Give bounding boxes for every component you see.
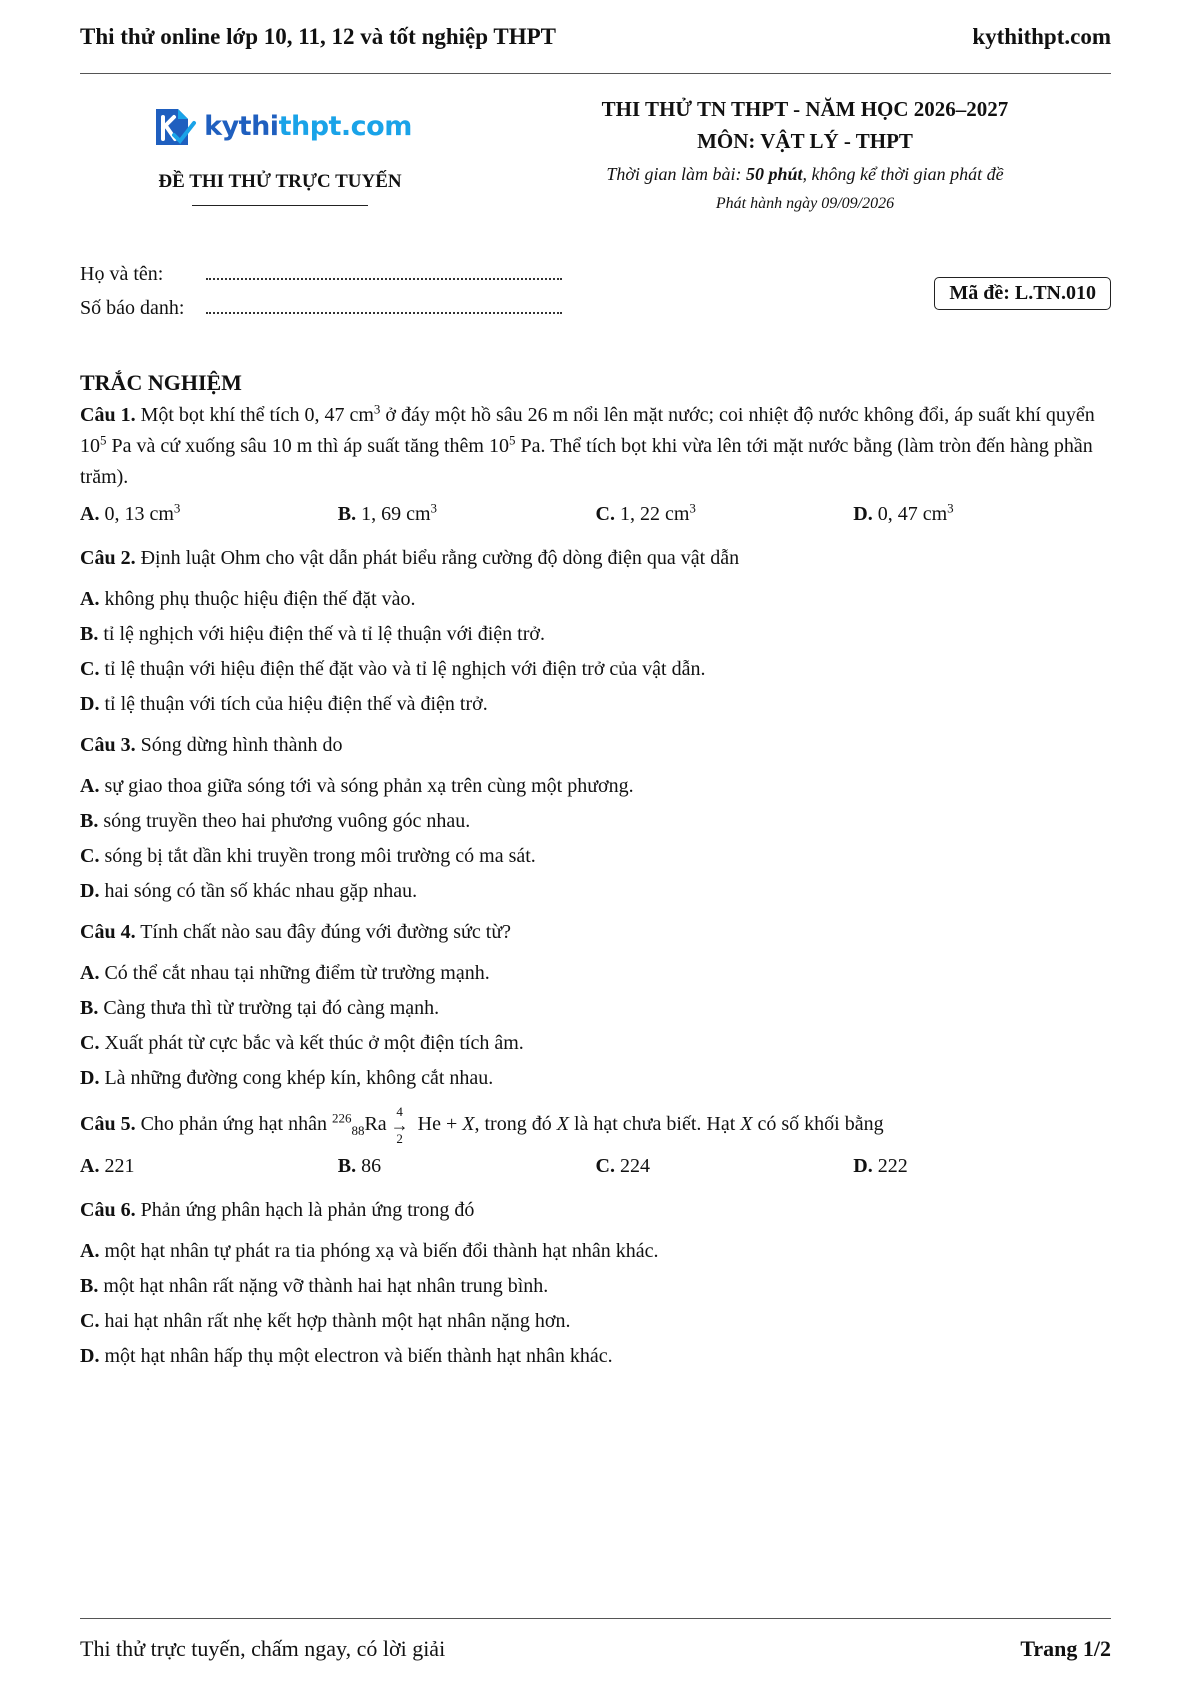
logo-wordmark [204, 111, 412, 142]
superscript: 3 [947, 499, 954, 515]
superscript: 3 [373, 401, 381, 417]
option-text: Là những đường cong khép kín, không cắt nhau. [99, 1067, 494, 1089]
option-c[interactable] [80, 1304, 1111, 1339]
option-d[interactable] [853, 499, 1111, 530]
option-letter: B. [80, 623, 99, 645]
option-letter: B. [80, 1275, 99, 1298]
option-d[interactable] [80, 687, 1111, 722]
question-3-stem [80, 730, 1111, 761]
arrow-top: 4 [396, 1104, 403, 1120]
issue-date: Phát hành ngày 09/09/2026 [715, 195, 895, 212]
superscript: 3 [689, 499, 696, 515]
question-number: Câu 1. [80, 404, 136, 426]
question-3 [80, 730, 1111, 909]
question-2 [80, 543, 1111, 722]
option-b[interactable] [80, 1269, 1111, 1304]
option-c[interactable] [80, 839, 1111, 874]
question-text: có số khối bằng [752, 1113, 884, 1135]
page-number: Trang 1/2 [1020, 1636, 1111, 1661]
exam-duration [540, 159, 1070, 189]
option-letter: D. [80, 1067, 100, 1089]
atomic-number: 88 [351, 1123, 365, 1138]
option-a[interactable] [80, 582, 1111, 617]
option-letter: C. [80, 845, 100, 867]
option-letter: C. [80, 658, 100, 680]
exam-title: THI THỬ TN THPT - NĂM HỌC 2026–2027 [601, 97, 1009, 121]
question-4 [80, 917, 1111, 1096]
option-text: Xuất phát từ cực bắc và kết thúc ở một điện tích âm. [99, 1032, 524, 1054]
exam-subject: MÔN: VẬT LÝ - THPT [697, 129, 913, 153]
option-letter: B. [80, 997, 99, 1019]
question-text: Định luật Ohm cho vật dẫn phát biểu rằng cường độ dòng điện qua vật dẫn [135, 547, 740, 569]
header-left-text: Thi thử online lớp 10, 11, 12 và tốt nghiệp THPT [80, 24, 556, 49]
option-text: hai sóng có tần số khác nhau gặp nhau. [99, 880, 418, 902]
option-text: 0, 13 cm [104, 502, 174, 525]
question-text: Một bọt khí thể tích 0, 47 cm [135, 404, 374, 426]
question-text: ở đáy một hồ sâu 26 m nổi lên mặt nước; coi nhiệt độ nước không đổi, áp suất khí quyển 10 [80, 404, 1095, 457]
exam-type-underline [192, 205, 368, 206]
option-text: Càng thưa thì từ trường tại đó càng mạnh. [98, 997, 440, 1019]
option-d[interactable] [853, 1151, 1111, 1182]
option-text: sóng truyền theo hai phương vuông góc nhau. [98, 810, 471, 832]
unknown-particle: X [462, 1113, 475, 1135]
option-letter: A. [80, 1154, 100, 1177]
option-c[interactable] [596, 499, 854, 530]
unknown-particle: X [556, 1113, 569, 1135]
question-text: Cho phản ứng hạt nhân [135, 1113, 332, 1135]
option-letter: C. [595, 502, 615, 525]
superscript: 5 [100, 432, 107, 448]
logo-part-2: thpt.com [278, 110, 412, 142]
option-letter: A. [80, 1240, 100, 1263]
id-field[interactable] [206, 298, 562, 314]
option-letter: B. [80, 810, 99, 832]
page-header [80, 18, 1111, 56]
question-text: Pa. Thể tích bọt khi vừa lên tới mặt nước bằng (làm tròn đến hàng phần trăm). [80, 435, 1093, 488]
duration-prefix: Thời gian làm bài: [606, 164, 746, 184]
option-letter: C. [80, 1032, 100, 1054]
superscript: 3 [173, 499, 181, 515]
question-5-options [80, 1145, 1111, 1187]
question-1 [80, 400, 1111, 535]
option-b[interactable] [80, 617, 1111, 652]
option-a[interactable] [80, 956, 1111, 991]
brand-block [80, 95, 480, 206]
id-row [80, 297, 562, 331]
question-1-options [80, 493, 1111, 535]
question-text: Pa và cứ xuống sâu 10 m thì áp suất tăng thêm 10 [106, 435, 509, 457]
option-text: tỉ lệ thuận với hiệu điện thế đặt vào và tỉ lệ nghịch với điện trở của vật dẫn. [99, 658, 706, 680]
duration-suffix: , không kể thời gian phát đề [802, 164, 1004, 184]
option-text: sóng bị tắt dần khi truyền trong môi trường có ma sát. [99, 845, 536, 867]
question-text: Phản ứng phân hạch là phản ứng trong đó [135, 1199, 475, 1222]
question-5 [80, 1104, 1111, 1187]
name-label: Họ và tên: [80, 263, 164, 285]
question-6-stem [80, 1195, 1111, 1226]
reaction-arrow [391, 1105, 409, 1145]
option-text: một hạt nhân tự phát ra tia phóng xạ và biến đổi thành hạt nhân khác. [99, 1240, 659, 1263]
option-letter: D. [80, 1345, 100, 1368]
header-site-link[interactable]: kythithpt.com [972, 24, 1111, 49]
option-text: sự giao thoa giữa sóng tới và sóng phản xạ trên cùng một phương. [99, 775, 634, 797]
option-text: 224 [619, 1154, 650, 1177]
option-c[interactable] [80, 652, 1111, 687]
option-text: một hạt nhân rất nặng vỡ thành hai hạt nhân trung bình. [98, 1275, 549, 1298]
exam-code-badge: Mã đề: L.TN.010 [934, 277, 1111, 310]
option-letter: D. [853, 1154, 873, 1177]
arrow-icon: → [390, 1115, 409, 1136]
option-letter: D. [80, 693, 100, 715]
question-number: Câu 4. [80, 921, 136, 943]
option-text: 0, 47 cm [877, 502, 948, 525]
option-b[interactable] [80, 804, 1111, 839]
option-text: Có thể cắt nhau tại những điểm từ trường mạnh. [99, 962, 490, 984]
question-5-stem [80, 1104, 1111, 1145]
option-a[interactable] [80, 1234, 1111, 1269]
element-symbol: Ra [364, 1113, 387, 1135]
footer-tagline: Thi thử trực tuyến, chấm ngay, có lời giải [80, 1636, 446, 1661]
superscript: 5 [508, 432, 516, 448]
option-a[interactable] [80, 499, 338, 530]
option-d[interactable] [80, 874, 1111, 909]
question-4-stem [80, 917, 1111, 948]
option-letter: D. [853, 502, 873, 525]
option-text: 222 [877, 1154, 908, 1177]
question-text: He + [412, 1113, 463, 1135]
option-b[interactable] [80, 991, 1111, 1026]
option-c[interactable] [596, 1151, 854, 1182]
option-text: không phụ thuộc hiệu điện thế đặt vào. [99, 588, 416, 610]
header-divider [80, 73, 1111, 74]
question-text: là hạt chưa biết. Hạt [568, 1113, 741, 1135]
question-text: Sóng dừng hình thành do [135, 734, 343, 756]
question-number: Câu 6. [80, 1199, 136, 1222]
question-number: Câu 5. [80, 1113, 136, 1135]
option-text: tỉ lệ thuận với tích của hiệu điện thế và điện trở. [99, 693, 488, 715]
exam-type: ĐỀ THI THỬ TRỰC TUYẾN [158, 171, 402, 192]
unknown-particle: X [740, 1113, 753, 1135]
option-letter: A. [80, 962, 100, 984]
option-b[interactable] [338, 499, 596, 530]
question-text: , trong đó [474, 1113, 557, 1135]
logo-part-1: kythi [204, 110, 279, 142]
question-text: Tính chất nào sau đây đúng với đường sức từ? [135, 921, 512, 943]
option-text: 221 [104, 1154, 135, 1177]
question-2-stem [80, 543, 1111, 574]
question-6 [80, 1195, 1111, 1374]
option-letter: B. [337, 502, 357, 525]
mass-number: 226 [331, 1110, 352, 1126]
option-letter: C. [80, 1310, 100, 1333]
option-text: một hạt nhân hấp thụ một electron và biến thành hạt nhân khác. [99, 1345, 613, 1368]
footer-divider [80, 1618, 1111, 1619]
name-row [80, 263, 562, 297]
student-info [80, 263, 562, 331]
superscript: 3 [430, 499, 438, 515]
option-text: 86 [361, 1154, 382, 1177]
option-text: 1, 69 cm [361, 502, 431, 525]
option-d[interactable] [80, 1061, 1111, 1096]
option-letter: D. [80, 880, 100, 902]
duration-value: 50 phút [746, 164, 803, 184]
page-footer [80, 1636, 1111, 1662]
question-1-stem [80, 400, 1111, 493]
option-a[interactable] [80, 1151, 338, 1182]
section-title: TRẮC NGHIỆM [80, 370, 242, 395]
option-letter: A. [80, 775, 100, 797]
option-d[interactable] [80, 1339, 1111, 1374]
site-logo[interactable] [80, 95, 480, 157]
arrow-bottom: 2 [396, 1131, 403, 1147]
option-letter: A. [80, 588, 100, 610]
logo-icon [148, 101, 198, 151]
option-text: 1, 22 cm [619, 502, 690, 525]
option-c[interactable] [80, 1026, 1111, 1061]
question-number: Câu 3. [80, 734, 136, 756]
option-text: tỉ lệ nghịch với hiệu điện thế và tỉ lệ thuận với điện trở. [98, 623, 545, 645]
question-list [80, 367, 1111, 1382]
option-letter: C. [595, 1154, 615, 1177]
option-b[interactable] [338, 1151, 596, 1182]
option-text: hai hạt nhân rất nhẹ kết hợp thành một hạt nhân nặng hơn. [99, 1310, 571, 1333]
option-letter: B. [337, 1154, 357, 1177]
name-field[interactable] [206, 264, 562, 280]
option-a[interactable] [80, 769, 1111, 804]
id-label: Số báo danh: [80, 297, 185, 319]
question-number: Câu 2. [80, 547, 136, 569]
option-letter: A. [80, 502, 100, 525]
exam-info [540, 95, 1070, 219]
